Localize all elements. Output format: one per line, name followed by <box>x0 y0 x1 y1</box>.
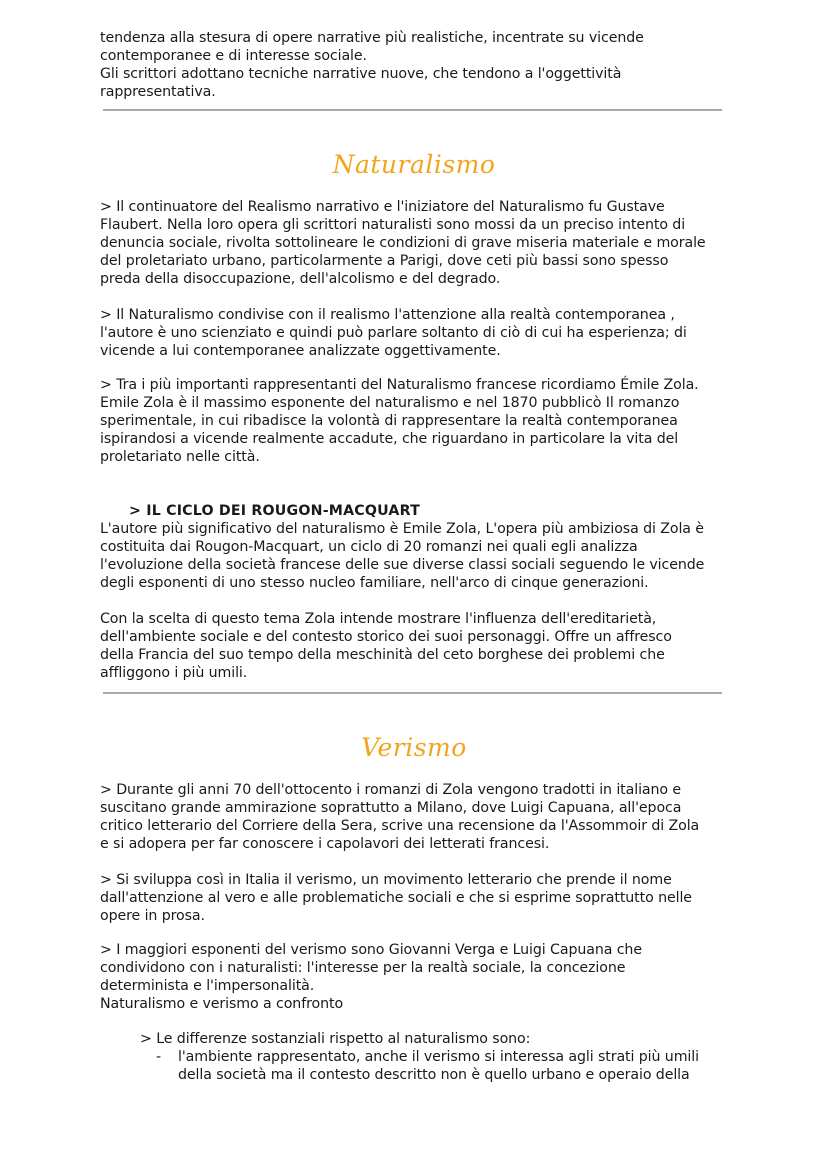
naturalismo-paragraph-5 <box>100 610 740 682</box>
intro-text: tendenza alla stesura di opere narrative più realistiche, incentrate su vicende contemporanee e di interesse sociale. Gli scrittori adottano tecniche narrative nuove, che tendono a l'oggettività rappresentativa. <box>100 30 644 100</box>
paragraph-text: Con la scelta di questo tema Zola intende mostrare l'influenza dell'ereditarietà, dell'ambiente sociale e del contesto storico dei suoi personaggi. Offre un affresco della Francia del suo tempo della meschinità del ceto borghese dei problemi che affliggono i più umili. <box>100 611 672 681</box>
section-divider <box>103 692 722 694</box>
list-item <box>100 1048 740 1084</box>
section-divider <box>103 109 722 111</box>
subheading-text: > IL CICLO DEI ROUGON-MACQUART <box>129 503 420 519</box>
differences-list <box>100 1048 740 1084</box>
verismo-title: Verismo <box>361 733 467 762</box>
naturalismo-paragraph-3 <box>100 376 740 466</box>
paragraph-text: > Durante gli anni 70 dell'ottocento i romanzi di Zola vengono tradotti in italiano e suscitano grande ammirazione soprattutto a Milano, dove Luigi Capuana, all'epoca critico letterario del Corriere della Sera, scrive una recensione da l'Assommoir di Zola e si adopera per far conoscere i capolavori dei letterati francesi. <box>100 782 700 852</box>
list-item-text: l'ambiente rappresentato, anche il verismo si interessa agli strati più umili della società ma il contesto descritto non è quello urbano e operaio della <box>178 1049 699 1083</box>
naturalismo-paragraph-4 <box>100 520 740 592</box>
verismo-paragraph-1 <box>100 781 740 853</box>
naturalismo-paragraph-2 <box>100 306 740 360</box>
differences-heading-text: > Le differenze sostanziali rispetto al naturalismo sono: <box>140 1031 531 1047</box>
verismo-paragraph-2 <box>100 871 740 925</box>
rougon-macquart-heading <box>100 502 740 520</box>
naturalismo-title: Naturalismo <box>332 150 496 179</box>
paragraph-text: L'autore più significativo del naturalismo è Emile Zola, L'opera più ambiziosa di Zola è costituita dai Rougon-Macquart, un ciclo di 20 romanzi nei quali egli analizza l'evoluzione della società francese delle sue diverse classi sociali seguendo le vicende degli esponenti di uno stesso nucleo familiare, nell'arco di cinque generazioni. <box>100 521 705 591</box>
bullet-dash: - <box>156 1049 162 1065</box>
paragraph-text: > Il continuatore del Realismo narrativo e l'iniziatore del Naturalismo fu Gustave Flaubert. Nella loro opera gli scrittori naturalisti sono mossi da un preciso intento di denuncia sociale, rivolta sottolineare le condizioni di grave miseria materiale e morale del proletariato urbano, particolarmente a Parigi, dove ceti più bassi sono spesso preda della disoccupazione, dell'alcolismo e del degrado. <box>100 199 706 287</box>
verismo-paragraph-3 <box>100 941 740 1013</box>
intro-paragraph <box>100 29 740 101</box>
paragraph-text: > I maggiori esponenti del verismo sono Giovanni Verga e Luigi Capuana che condividono con i naturalisti: l'interesse per la realtà sociale, la concezione determinista e l'impersonalità. Naturalismo e verismo a confronto <box>100 942 642 1012</box>
paragraph-text: > Tra i più importanti rappresentanti del Naturalismo francese ricordiamo Émile Zola. Emile Zola è il massimo esponente del naturalismo e nel 1870 pubblicò Il romanzo sperimentale, in cui ribadisce la volontà di rappresentare la realtà contemporanea ispirandosi a vicende realmente accadute, che riguardano in particolare la vita del proletariato nelle città. <box>100 377 699 465</box>
naturalismo-paragraph-1 <box>100 198 740 288</box>
paragraph-text: > Si sviluppa così in Italia il verismo, un movimento letterario che prende il nome dall'attenzione al vero e alle problematiche sociali e che si esprime soprattutto nelle opere in prosa. <box>100 872 692 924</box>
differences-heading <box>100 1030 740 1048</box>
paragraph-text: > Il Naturalismo condivise con il realismo l'attenzione alla realtà contemporanea , l'autore è uno scienziato e quindi può parlare soltanto di ciò di cui ha esperienza; di vicende a lui contemporanee analizzate oggettivamente. <box>100 307 687 359</box>
